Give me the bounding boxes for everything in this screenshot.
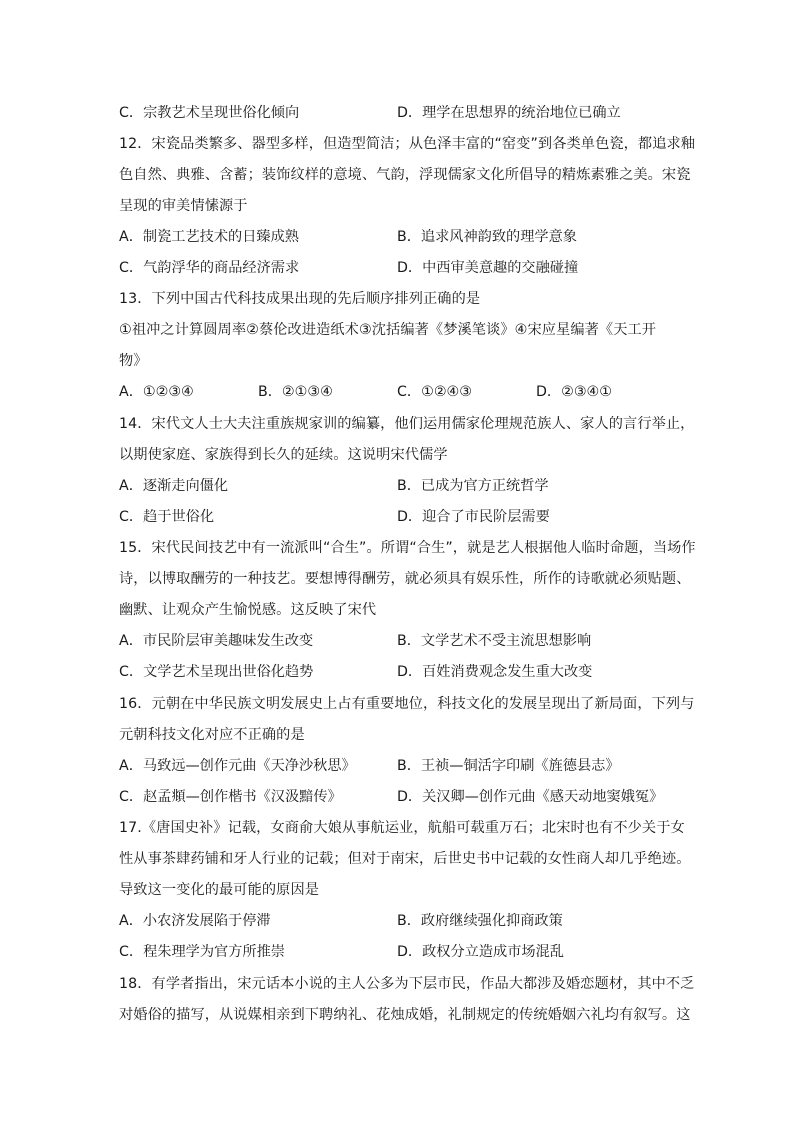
q13-option-d: D．②③④① <box>536 384 612 400</box>
q17-stem-line-1: 17.《唐国史补》记载，女商俞大娘从事航运业，航船可载重万石；北宋时也有不少关于女 <box>119 820 685 836</box>
q13-stem-line-3: 物》 <box>119 353 148 369</box>
q14-option-d: D．迎合了市民阶层需要 <box>397 509 550 525</box>
q12-option-a: A．制瓷工艺技术的日臻成熟 <box>119 229 299 245</box>
q18-stem-line-2: 对婚俗的描写，从说媒相亲到下聘纳礼、花烛成婚，礼制规定的传统婚姻六礼均有叙写。这 <box>119 1007 691 1023</box>
q15-stem-line-1: 15．宋代民间技艺中有一流派叫“合生”。所谓“合生”，就是艺人根据他人临时命题，当场作 <box>119 540 696 556</box>
q15-stem-line-3: 幽默、让观众产生愉悦感。这反映了宋代 <box>119 602 377 618</box>
q18-stem-line-1: 18．有学者指出，宋元话本小说的主人公多为下层市民，作品大都涉及婚恋题材，其中不乏 <box>119 976 695 992</box>
q16-option-d: D．关汉卿—创作元曲《感天动地窦娥冤》 <box>397 789 664 805</box>
q17-option-d: D．政权分立造成市场混乱 <box>397 944 564 960</box>
q11-option-d: D．理学在思想界的统治地位已确立 <box>397 105 621 121</box>
q14-stem-line-2: 以期使家庭、家族得到长久的延续。这说明宋代儒学 <box>119 447 448 463</box>
q17-option-b: B．政府继续强化抑商政策 <box>397 913 563 929</box>
q15-option-c: C．文学艺术呈现出世俗化趋势 <box>119 664 314 680</box>
q13-option-b: B．②①③④ <box>258 384 333 400</box>
q11-option-c: C．宗教艺术呈现世俗化倾向 <box>119 105 300 121</box>
q17-stem-line-3: 导致这一变化的最可能的原因是 <box>119 882 320 898</box>
q17-stem-line-2: 性从事茶肆药铺和牙人行业的记载；但对于南宋，后世史书中记载的女性商人却几乎绝迹。 <box>119 851 691 867</box>
q16-option-b: B．王祯—铜活字印刷《旌德县志》 <box>397 758 620 774</box>
q14-option-a: A．逐渐走向僵化 <box>119 478 229 494</box>
q13-stem-line-2: ①祖冲之计算圆周率②蔡伦改进造纸术③沈括编著《梦溪笔谈》④宋应星编著《天工开 <box>119 322 657 338</box>
q17-option-a: A．小农济发展陷于停滞 <box>119 913 271 929</box>
q17-option-c: C．程朱理学为官方所推崇 <box>119 944 285 960</box>
q14-option-b: B．已成为官方正统哲学 <box>397 478 549 494</box>
q15-option-b: B．文学艺术不受主流思想影响 <box>397 633 592 649</box>
q12-stem-line-1: 12．宋瓷品类繁多、器型多样，但造型简洁；从色泽丰富的“窑变”到各类单色瓷，都追求釉 <box>119 136 696 152</box>
q12-option-c: C．气韵浮华的商品经济需求 <box>119 260 300 276</box>
q13-option-a: A．①②③④ <box>119 384 194 400</box>
q12-option-b: B．追求风神韵致的理学意象 <box>397 229 577 245</box>
q12-stem-line-2: 色自然、典雅、含蓄；装饰纹样的意境、气韵，浮现儒家文化所倡导的精炼素雅之美。宋瓷 <box>119 167 691 183</box>
q16-stem-line-2: 元朝科技文化对应不正确的是 <box>119 727 305 743</box>
q16-stem-line-1: 16．元朝在中华民族文明发展史上占有重要地位，科技文化的发展呈现出了新局面，下列与 <box>119 696 695 712</box>
q12-option-d: D．中西审美意趣的交融碰撞 <box>397 260 579 276</box>
q16-option-c: C．赵孟頫—创作楷书《汉汲黯传》 <box>119 789 342 805</box>
q14-option-c: C．趋于世俗化 <box>119 509 215 525</box>
q14-stem-line-1: 14．宋代文人士大夫注重族规家训的编纂，他们运用儒家伦理规范族人、家人的言行举止， <box>119 416 695 432</box>
q13-option-c: C．①②④③ <box>397 384 472 400</box>
q16-option-a: A．马致远—创作元曲《天净沙秋思》 <box>119 758 356 774</box>
q13-stem-line-1: 13．下列中国古代科技成果出现的先后顺序排列正确的是 <box>119 291 481 307</box>
q15-stem-line-2: 诗，以博取酬劳的一种技艺。要想博得酬劳，就必须具有娱乐性，所作的诗歌就必须贴题、 <box>119 571 691 587</box>
q15-option-a: A．市民阶层审美趣味发生改变 <box>119 633 314 649</box>
q12-stem-line-3: 呈现的审美情愫源于 <box>119 198 248 214</box>
q15-option-d: D．百姓消费观念发生重大改变 <box>397 664 593 680</box>
